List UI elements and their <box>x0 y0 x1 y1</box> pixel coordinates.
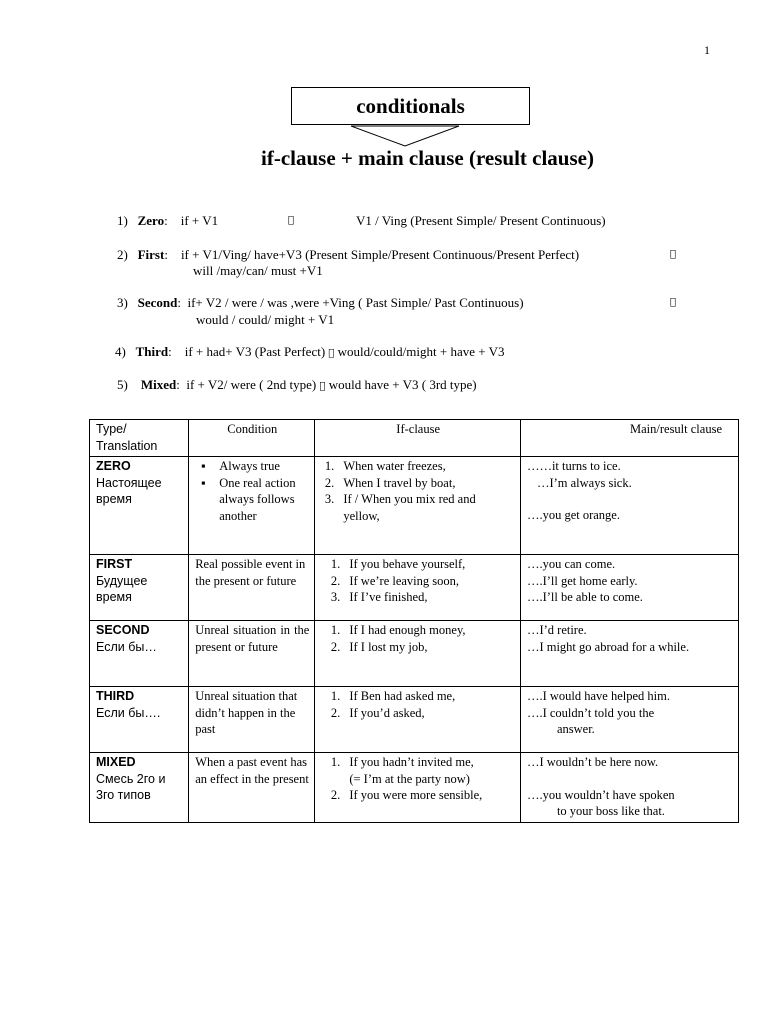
rule-first-result: will /may/can/ must +V1 <box>193 263 323 278</box>
result-line: to your boss like that. <box>556 804 665 818</box>
list-item: 1. If you behave yourself, <box>343 556 515 573</box>
header-main-clause: Main/result clause <box>520 420 738 457</box>
list-item: 1. If Ben had asked me, <box>343 688 515 705</box>
page-title: conditionals <box>291 87 530 125</box>
result-cell <box>520 555 738 621</box>
formula-subtitle: if-clause + main clause (result clause) <box>261 146 594 170</box>
result-line: …I might go abroad for a while. <box>526 639 690 654</box>
table-row <box>90 621 739 687</box>
type-cell <box>90 555 189 621</box>
rule-zero: 1) Zero: if + V1 <box>117 213 219 228</box>
if-clause-cell <box>315 753 521 823</box>
header-type: Type/ Translation <box>90 420 189 457</box>
list-item: 1. If I had enough money, <box>343 622 515 639</box>
rule-second: 3) Second: if+ V2 / were / was ,were +Ving ( Past Simple/ Past Continuous) <box>117 295 524 310</box>
rule-zero-result: V1 / Ving (Present Simple/ Present Continuous) <box>356 213 606 228</box>
arrow-icon <box>670 247 676 263</box>
rule-first: 2) First: if + V1/Ving/ have+V3 (Present Simple/Present Continuous/Present Perfect) <box>117 247 580 262</box>
rule-if-part: if + V2/ were ( 2nd type) <box>186 377 317 392</box>
type-name: MIXED <box>96 755 136 769</box>
list-item: ▪ Always true <box>219 458 309 475</box>
if-clause-note: (= I’m at the party now) <box>349 771 470 786</box>
rule-if-part: if + had+ V3 (Past Perfect) <box>184 344 326 359</box>
rule-result-part: would/could/might + have + V3 <box>328 344 496 359</box>
result-line: ….I couldn’t told you the <box>526 705 655 720</box>
header-condition: Condition <box>189 420 315 457</box>
page-number: 1 <box>704 43 710 57</box>
list-item: ▪ One real action always follows another <box>219 475 309 525</box>
list-item: 1. When water freezes, <box>337 458 515 475</box>
rule-number: 3) <box>117 295 128 310</box>
type-translation: Смесь 2го и 3го типов <box>96 771 166 802</box>
result-line: …I’d retire. <box>526 623 587 637</box>
table-row <box>90 457 739 555</box>
table-row <box>90 555 739 621</box>
rule-if-part: if+ V2 / were / was ,were +Ving ( Past Simple/ Past Continuous) <box>187 295 524 310</box>
type-cell <box>90 457 189 555</box>
rule-name: Zero <box>137 213 165 228</box>
down-arrow-icon <box>350 125 460 147</box>
type-cell <box>90 753 189 823</box>
type-translation: Если бы… <box>96 639 157 654</box>
condition-cell: Unreal situation that didn’t happen in the past <box>189 687 315 753</box>
result-line: ….you can come. <box>526 557 616 571</box>
type-cell <box>90 687 189 753</box>
result-line: …I’m always sick. <box>536 475 632 490</box>
type-name: FIRST <box>96 557 133 571</box>
if-clause-cell <box>315 687 521 753</box>
type-translation: Если бы…. <box>96 705 161 720</box>
rule-mixed: 5) Mixed: if + V2/ were ( 2nd type) would have + V3 ( 3rd type) <box>117 377 477 395</box>
result-cell <box>520 621 738 687</box>
result-cell <box>520 753 738 823</box>
arrow-icon <box>288 213 294 229</box>
rule-number: 5) <box>117 377 128 392</box>
list-item: 2. If you were more sensible, <box>343 787 515 804</box>
table-header-row <box>90 420 739 457</box>
rule-name: First <box>137 247 165 262</box>
type-name: ZERO <box>96 459 131 473</box>
rule-number: 4) <box>115 344 126 359</box>
rule-number: 1) <box>117 213 128 228</box>
condition-cell: Real possible event in the present or future <box>189 555 315 621</box>
result-line: …I wouldn’t be here now. <box>526 755 659 769</box>
header-if-clause: If-clause <box>315 420 521 457</box>
conditionals-table <box>89 419 739 823</box>
rule-name: Second <box>137 295 178 310</box>
rule-if-part: if + V1/Ving/ have+V3 (Present Simple/Present Continuous/Present Perfect) <box>180 247 580 262</box>
result-line: ……it turns to ice. <box>526 459 621 473</box>
list-item: 3. If / When you mix red and yellow, <box>337 491 515 524</box>
result-line: ….I would have helped him. <box>526 689 670 703</box>
table-row <box>90 753 739 823</box>
result-cell <box>520 687 738 753</box>
result-cell <box>520 457 738 555</box>
rule-name: Mixed <box>140 377 177 392</box>
type-name: SECOND <box>96 623 150 637</box>
rule-if-part: if + V1 <box>180 213 219 228</box>
list-item: 2. If you’d asked, <box>343 705 515 722</box>
result-line: ….I’ll get home early. <box>526 573 638 588</box>
rule-name: Third <box>135 344 169 359</box>
arrow-icon <box>670 295 676 311</box>
result-line: ….you wouldn’t have spoken <box>526 787 675 802</box>
if-clause-cell <box>315 621 521 687</box>
result-line: answer. <box>556 722 595 736</box>
rule-number: 2) <box>117 247 128 262</box>
if-clause-line: 1. If you hadn’t invited me, <box>349 755 474 769</box>
result-line: ….you get orange. <box>526 508 620 522</box>
condition-cell: When a past event has an effect in the present <box>189 753 315 823</box>
result-line: ….I’ll be able to come. <box>526 590 643 604</box>
type-cell <box>90 621 189 687</box>
list-item: 2. When I travel by boat, <box>337 475 515 492</box>
list-item: 2. If I lost my job, <box>343 639 515 656</box>
rule-third: 4) Third: if + had+ V3 (Past Perfect) would/could/might + have + V3 <box>115 344 504 362</box>
arrow-icon <box>328 348 334 359</box>
list-item <box>343 754 515 787</box>
list-item: 3. If I’ve finished, <box>343 589 515 606</box>
table-row <box>90 687 739 753</box>
rule-second-result: would / could/ might + V1 <box>196 312 335 327</box>
condition-cell: Unreal situation in the present or future <box>189 621 315 687</box>
list-item: 2. If we’re leaving soon, <box>343 573 515 590</box>
type-translation: Будущее время <box>96 573 148 604</box>
condition-cell <box>189 457 315 555</box>
arrow-icon <box>319 381 325 392</box>
type-name: THIRD <box>96 689 135 703</box>
type-translation: Настоящее время <box>96 475 162 506</box>
if-clause-cell <box>315 457 521 555</box>
if-clause-cell <box>315 555 521 621</box>
rule-result-part: would have + V3 ( 3rd type) <box>319 377 468 392</box>
